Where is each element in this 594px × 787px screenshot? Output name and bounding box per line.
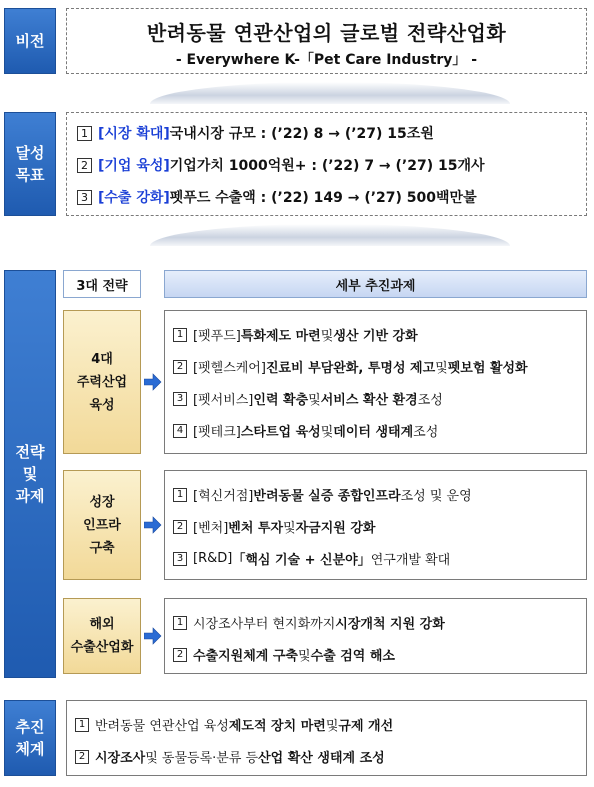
detail-number-box: 2 [173,360,187,374]
detail-item [173,645,395,664]
detail-item [173,325,418,344]
detail-number-box: 3 [173,392,187,406]
detail-plain: 및 [320,425,334,440]
detail-tag: [펫테크] [193,425,241,440]
goal-number-box: 3 [77,190,92,205]
goal-tag: [기업 육성] [98,158,170,174]
detail-bold: 특화제도 마련 [240,329,321,344]
detail-bold: 수출지원체계 구축 [193,649,298,664]
detail-number-box: 2 [173,648,187,662]
detail-plain: 연구개발 확대 [370,553,451,568]
detail-plain: 조성 [417,393,443,408]
detail-tag: [펫헬스케어] [193,361,266,376]
strategy-group-3 [63,598,141,674]
goal-item-3 [77,187,477,207]
strategy-group-1 [63,310,141,454]
execution-bold: 산업 확산 생태계 조성 [258,751,385,766]
detail-bold: 반려동물 실증 종합인프라 [253,489,401,504]
strategy-line: 성장 [89,494,115,510]
funnel-divider-2 [150,224,510,246]
detail-bold: 시장개척 지원 강화 [335,617,445,632]
header-strategy: 3대 전략 [63,270,141,298]
detail-plain: 및 [298,649,311,664]
strategy-label [4,270,56,678]
goal-item-1 [77,123,434,143]
vision-label-text: 비전 [15,32,45,50]
detail-plain: 및 [308,393,321,408]
strategy-line: 인프라 [83,517,121,533]
detail-item [173,389,443,408]
detail-bold: 펫보험 활성화 [447,361,528,376]
detail-plain: 조성 및 운영 [400,489,472,504]
strategy-line: 해외 [89,617,115,632]
detail-plain: 및 [320,329,334,344]
detail-tag: [벤처] [193,521,229,536]
execution-bold: 규제 개선 [338,719,394,734]
goal-item-2 [77,155,485,175]
goals-label [4,112,56,216]
detail-bold: 서비스 확산 환경 [320,393,418,408]
detail-plain: 시장조사부터 현지화까지 [193,617,336,632]
detail-number-box: 1 [173,328,187,342]
goal-tag: [수출 강화] [98,190,170,206]
funnel-divider-1 [150,82,510,104]
detail-bold: 수출 검역 해소 [310,649,395,664]
execution-plain: 및 [325,719,339,734]
detail-item [173,421,438,440]
vision-subtitle: - Everywhere K-「Pet Care Industry」 - [175,52,478,68]
arrow-right-icon [144,627,162,645]
execution-label-line2: 체계 [15,740,45,758]
detail-plain: 및 [435,361,448,376]
detail-bold: 「핵심 기술 + 신분야」 [232,553,371,568]
detail-item [173,485,472,504]
detail-number-box: 4 [173,424,187,438]
goal-text: 국내시장 규모 : (’22) 8 → (’27) 15조원 [169,126,434,142]
vision-label [4,8,56,74]
execution-bold: 시장조사 [95,751,146,766]
goal-number-box: 2 [77,158,92,173]
execution-number-box: 2 [75,750,89,764]
goal-text: 기업가치 1000억원+ : (’22) 7 → (’27) 15개사 [169,158,485,174]
strategy-line: 4대 [91,351,113,367]
detail-item [173,357,528,376]
detail-bold: 인력 확충 [253,393,309,408]
detail-tag: [R&D] [193,551,233,566]
strategy-line: 주력산업 [76,374,128,390]
execution-plain: 및 동물등록·분류 등 [145,751,259,766]
strategy-label-line2: 및 [22,465,38,483]
goal-text: 펫푸드 수출액 : (’22) 149 → (’27) 500백만불 [169,190,477,206]
execution-label-line1: 추진 [15,718,45,736]
goals-label-line2: 목표 [15,166,45,184]
detail-tag: [펫서비스] [193,393,254,408]
arrow-right-icon [144,516,162,534]
detail-number-box: 1 [173,616,187,630]
execution-bold: 제도적 장치 마련 [228,719,326,734]
detail-tag: [혁신거점] [193,489,254,504]
detail-item [173,517,375,536]
execution-plain: 반려동물 연관산업 육성 [95,719,229,734]
strategy-line: 수출산업화 [70,640,134,655]
detail-bold: 생산 기반 강화 [333,329,418,344]
detail-bold: 스타트업 육성 [240,425,321,440]
goal-tag: [시장 확대] [98,126,170,142]
detail-tag: [펫푸드] [193,329,241,344]
detail-item [173,613,445,632]
arrow-right-icon [144,373,162,391]
detail-box-1 [164,310,587,454]
strategy-line: 육성 [89,397,115,413]
detail-bold: 벤처 투자 [228,521,284,536]
detail-number-box: 2 [173,520,187,534]
detail-item [173,549,450,568]
detail-number-box: 1 [173,488,187,502]
goal-number-box: 1 [77,126,92,141]
strategy-label-line3: 과제 [15,487,45,505]
execution-item [75,747,385,766]
detail-bold: 데이터 생태계 [333,425,414,440]
execution-label [4,700,56,776]
detail-plain: 및 [283,521,296,536]
strategy-label-line1: 전략 [15,443,45,461]
strategy-line: 구축 [89,540,115,556]
execution-box [66,700,587,776]
detail-box-3 [164,598,587,674]
header-detail: 세부 추진과제 [164,270,587,298]
vision-title: 반려동물 연관산업의 글로벌 전략산업화 [146,21,507,45]
goals-box [66,112,587,216]
goals-label-line1: 달성 [15,144,45,162]
detail-plain: 조성 [413,425,439,440]
detail-bold: 자금지원 강화 [295,521,376,536]
vision-box [66,8,587,74]
execution-item [75,715,393,734]
detail-bold: 진료비 부담완화, 투명성 제고 [265,361,436,376]
execution-number-box: 1 [75,718,89,732]
strategy-group-2 [63,470,141,580]
detail-number-box: 3 [173,552,187,566]
detail-box-2 [164,470,587,580]
